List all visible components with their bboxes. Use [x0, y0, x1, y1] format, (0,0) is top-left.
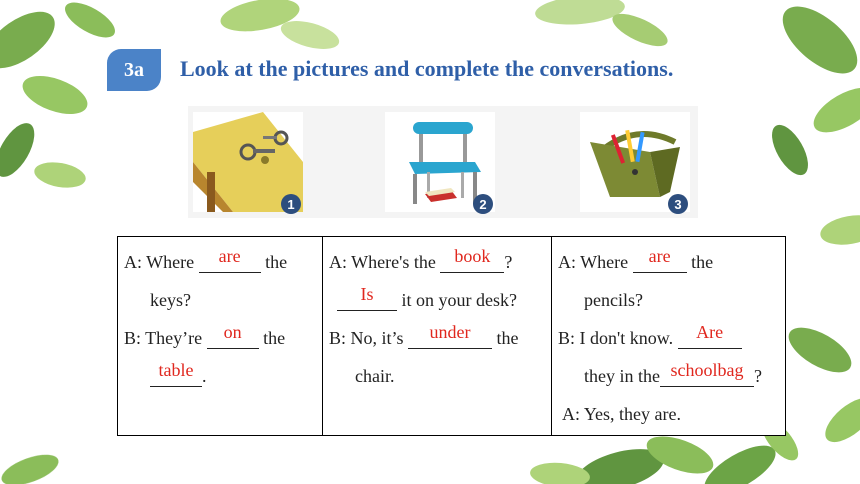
conversation-table [117, 236, 786, 436]
answer-text: schoolbag [670, 360, 744, 380]
picture-number: 3 [668, 194, 688, 214]
conversation-line: pencils? [584, 290, 643, 310]
answer-text: are [648, 246, 671, 266]
conversation-line: B: They’re on the [124, 322, 286, 348]
conversation-line: B: I don't know. Are [558, 319, 781, 357]
page-title: Look at the pictures and complete the conversations. [180, 56, 674, 81]
conversation-line: A: Where are the [124, 246, 288, 272]
answer-text: on [223, 322, 242, 342]
conversation-2 [323, 237, 552, 436]
conversation-line: Is it on your desk? [329, 281, 547, 319]
picture-1 [193, 112, 303, 212]
picture-number: 2 [473, 194, 493, 214]
picture-number: 1 [281, 194, 301, 214]
exercise-badge: 3a [107, 49, 161, 91]
conversation-line: they in the schoolbag ? [584, 360, 762, 386]
answer-text: under [429, 322, 471, 342]
conversation-line: table . [124, 357, 318, 395]
conversation-line: keys? [150, 290, 191, 310]
picture-2 [385, 112, 495, 212]
conversation-line: chair. [355, 366, 395, 386]
conversation-line: A: Where are the [558, 246, 714, 272]
answer-text: book [454, 246, 491, 266]
conversation-line: A: Where's the book ? [329, 246, 513, 272]
answer-text: are [218, 246, 241, 266]
conversation-line: B: No, it’s under the [329, 322, 519, 348]
conversation-3 [552, 237, 786, 436]
answer-text: Are [696, 322, 724, 342]
conversation-1 [118, 237, 323, 436]
answer-text: table [158, 360, 194, 380]
conversation-line: A: Yes, they are. [562, 404, 681, 424]
picture-strip [188, 106, 698, 218]
answer-text: Is [360, 284, 374, 304]
picture-3 [580, 112, 690, 212]
